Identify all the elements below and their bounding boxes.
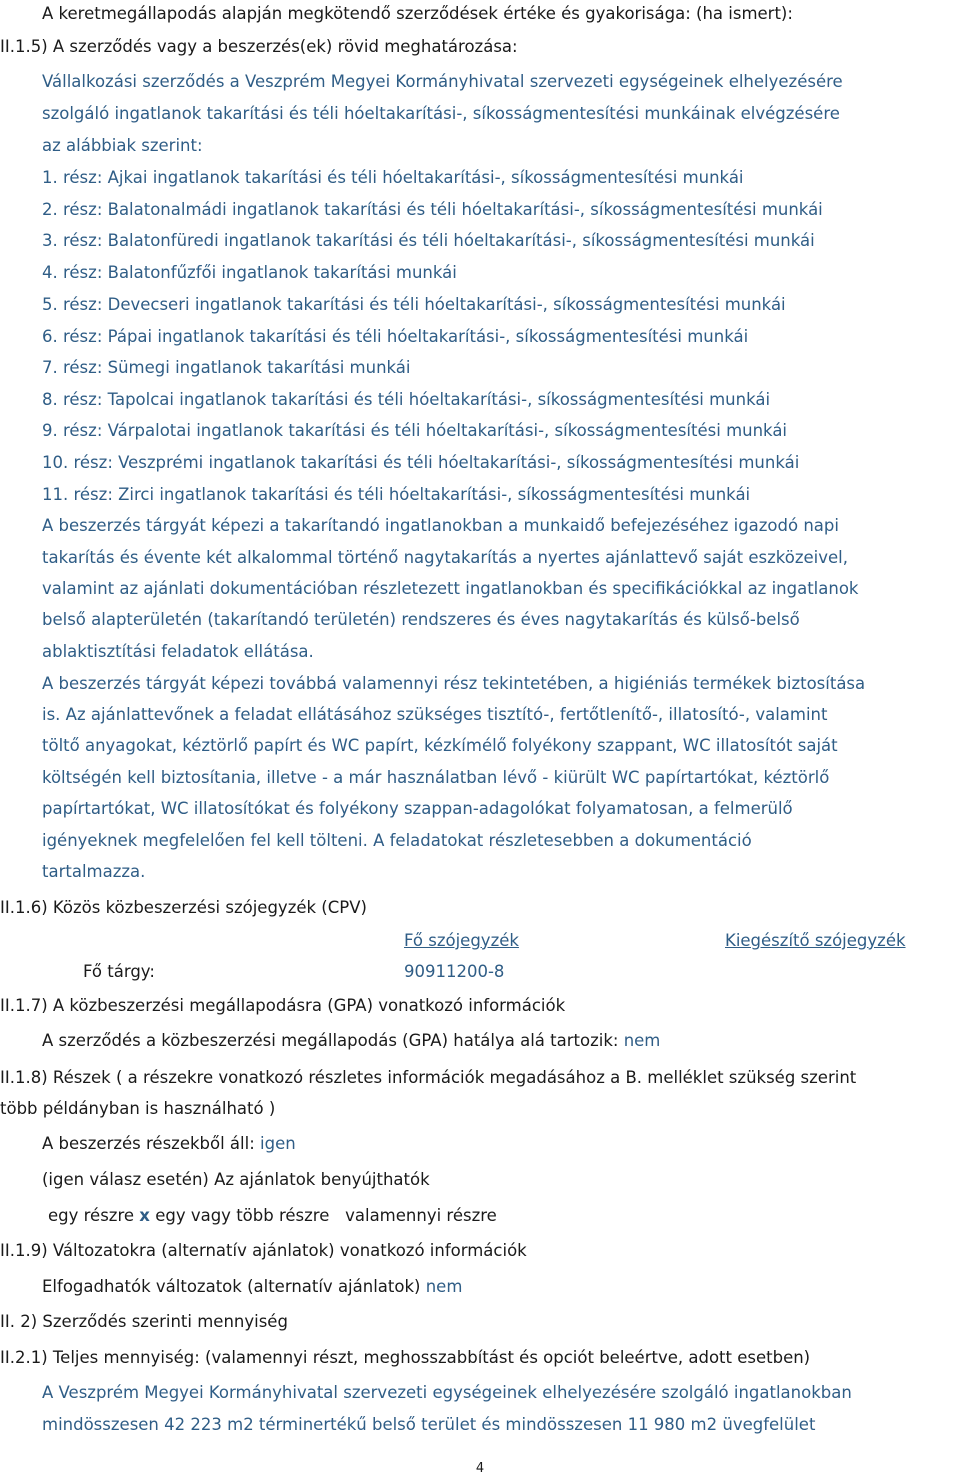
body-line: 1. rész: Ajkai ingatlanok takarítási és téli hóeltakarítási-, síkosságmentesítési munkái xyxy=(42,168,744,187)
body-line: belső alapterületén (takarítandó területén) rendszeres és éves nagytakarítás és külső-belső xyxy=(42,610,800,629)
section-heading-total-quantity: II.2.1) Teljes mennyiség: (valamennyi részt, meghosszabbítást és opciót beleértve, adott esetben) xyxy=(0,1348,811,1367)
body-line: költségén kell biztosítania, illetve - a már használatban lévő - kiürült WC papírtartókat, kéztörlő xyxy=(42,768,830,787)
option-more-parts: egy vagy több részre xyxy=(155,1206,330,1225)
option-one-part: egy részre xyxy=(48,1206,135,1225)
body-line: takarítás és évente két alkalommal történő nagytakarítás a nyertes ajánlattevő saját eszközeivel, xyxy=(42,548,848,567)
option-mark: x xyxy=(139,1206,150,1225)
cpv-main-code: 90911200-8 xyxy=(404,962,505,981)
body-line: szolgáló ingatlanok takarítási és téli hóeltakarítási-, síkosságmentesítési munkáinak elvégzésére xyxy=(42,104,840,123)
cpv-main-header: Fő szójegyzék xyxy=(404,931,519,950)
section-heading-parts-cont: több példányban is használható ) xyxy=(0,1099,276,1118)
parts-if-yes: (igen válasz esetén) Az ajánlatok benyújthatók xyxy=(42,1170,430,1189)
section-line: II.1.5) A szerződés vagy a beszerzés(ek) rövid meghatározása: xyxy=(0,37,518,56)
gpa-statement xyxy=(42,1030,660,1052)
cpv-main-label: Fő tárgy: xyxy=(83,962,155,981)
section-heading-quantity: II. 2) Szerződés szerinti mennyiség xyxy=(0,1312,288,1331)
section-heading-parts: II.1.8) Részek ( a részekre vonatkozó részletes információk megadásához a B. melléklet szükség szerint xyxy=(0,1068,857,1087)
body-line: Vállalkozási szerződés a Veszprém Megyei Kormányhivatal szervezeti egységeinek elhelyezésére xyxy=(42,72,843,91)
section-line: A keretmegállapodás alapján megkötendő szerződések értéke és gyakorisága: (ha ismert): xyxy=(42,4,793,23)
variants-value: nem xyxy=(425,1277,463,1296)
body-line: ablaktisztítási feladatok ellátása. xyxy=(42,642,314,661)
body-line: 11. rész: Zirci ingatlanok takarítási és téli hóeltakarítási-, síkosságmentesítési munkái xyxy=(42,485,751,504)
body-line: valamint az ajánlati dokumentációban részletezett ingatlanokban és specifikációkkal az ingatlanok xyxy=(42,579,859,598)
variants-label: Elfogadhatók változatok (alternatív ajánlatok) xyxy=(42,1277,421,1296)
body-line: az alábbiak szerint: xyxy=(42,136,203,155)
total-quantity-text-2: mindösszesen 42 223 m2 términertékű belső terület és mindösszesen 11 980 m2 üvegfelület xyxy=(42,1415,816,1434)
body-line: töltő anyagokat, kéztörlő papírt és WC papírt, kézkímélő folyékony szappant, WC illatosítót saját xyxy=(42,736,838,755)
body-line: tartalmazza. xyxy=(42,862,146,881)
parts-options xyxy=(48,1205,497,1227)
body-line: 5. rész: Devecseri ingatlanok takarítási és téli hóeltakarítási-, síkosságmentesítési munkái xyxy=(42,295,786,314)
variants-statement xyxy=(42,1276,462,1298)
body-line: 6. rész: Pápai ingatlanok takarítási és téli hóeltakarítási-, síkosságmentesítési munkái xyxy=(42,327,749,346)
gpa-value: nem xyxy=(623,1031,661,1050)
gpa-label: A szerződés a közbeszerzési megállapodás (GPA) hatálya alá tartozik: xyxy=(42,1031,619,1050)
cpv-supplementary-header: Kiegészítő szójegyzék xyxy=(725,931,906,950)
body-line: 4. rész: Balatonfűzfői ingatlanok takarítási munkái xyxy=(42,263,457,282)
page-number: 4 xyxy=(475,1461,485,1476)
body-line: is. Az ajánlattevőnek a feladat ellátásához szükséges tisztító-, fertőtlenítő-, illatosító-, valamint xyxy=(42,705,828,724)
body-line: 2. rész: Balatonalmádi ingatlanok takarítási és téli hóeltakarítási-, síkosságmentesítési munkái xyxy=(42,200,823,219)
body-line: A beszerzés tárgyát képezi a takarítandó ingatlanokban a munkaidő befejezéséhez igazodó napi xyxy=(42,516,839,535)
body-line: igényeknek megfelelően fel kell tölteni. A feladatokat részletesebben a dokumentáció xyxy=(42,831,752,850)
parts-value: igen xyxy=(260,1134,296,1153)
section-line: II.1.6) Közös közbeszerzési szójegyzék (CPV) xyxy=(0,898,367,917)
total-quantity-text-1: A Veszprém Megyei Kormányhivatal szervezeti egységeinek elhelyezésére szolgáló ingatlanokban xyxy=(42,1383,852,1402)
option-all-parts: valamennyi részre xyxy=(345,1206,497,1225)
body-line: 9. rész: Várpalotai ingatlanok takarítási és téli hóeltakarítási-, síkosságmentesítési munkái xyxy=(42,421,788,440)
section-heading-gpa: II.1.7) A közbeszerzési megállapodásra (GPA) vonatkozó információk xyxy=(0,996,566,1015)
body-line: 10. rész: Veszprémi ingatlanok takarítási és téli hóeltakarítási-, síkosságmentesítési munkái xyxy=(42,453,800,472)
body-line: A beszerzés tárgyát képezi továbbá valamennyi rész tekintetében, a higiéniás termékek biztosítása xyxy=(42,674,866,693)
body-line: 8. rész: Tapolcai ingatlanok takarítási és téli hóeltakarítási-, síkosságmentesítési munkái xyxy=(42,390,771,409)
body-line: 7. rész: Sümegi ingatlanok takarítási munkái xyxy=(42,358,411,377)
section-heading-variants: II.1.9) Változatokra (alternatív ajánlatok) vonatkozó információk xyxy=(0,1241,527,1260)
body-line: 3. rész: Balatonfüredi ingatlanok takarítási és téli hóeltakarítási-, síkosságmentesítési munkái xyxy=(42,231,815,250)
parts-statement xyxy=(42,1133,296,1155)
parts-label: A beszerzés részekből áll: xyxy=(42,1134,255,1153)
body-line: papírtartókat, WC illatosítókat és folyékony szappan-adagolókat folyamatosan, a felmerülő xyxy=(42,799,793,818)
